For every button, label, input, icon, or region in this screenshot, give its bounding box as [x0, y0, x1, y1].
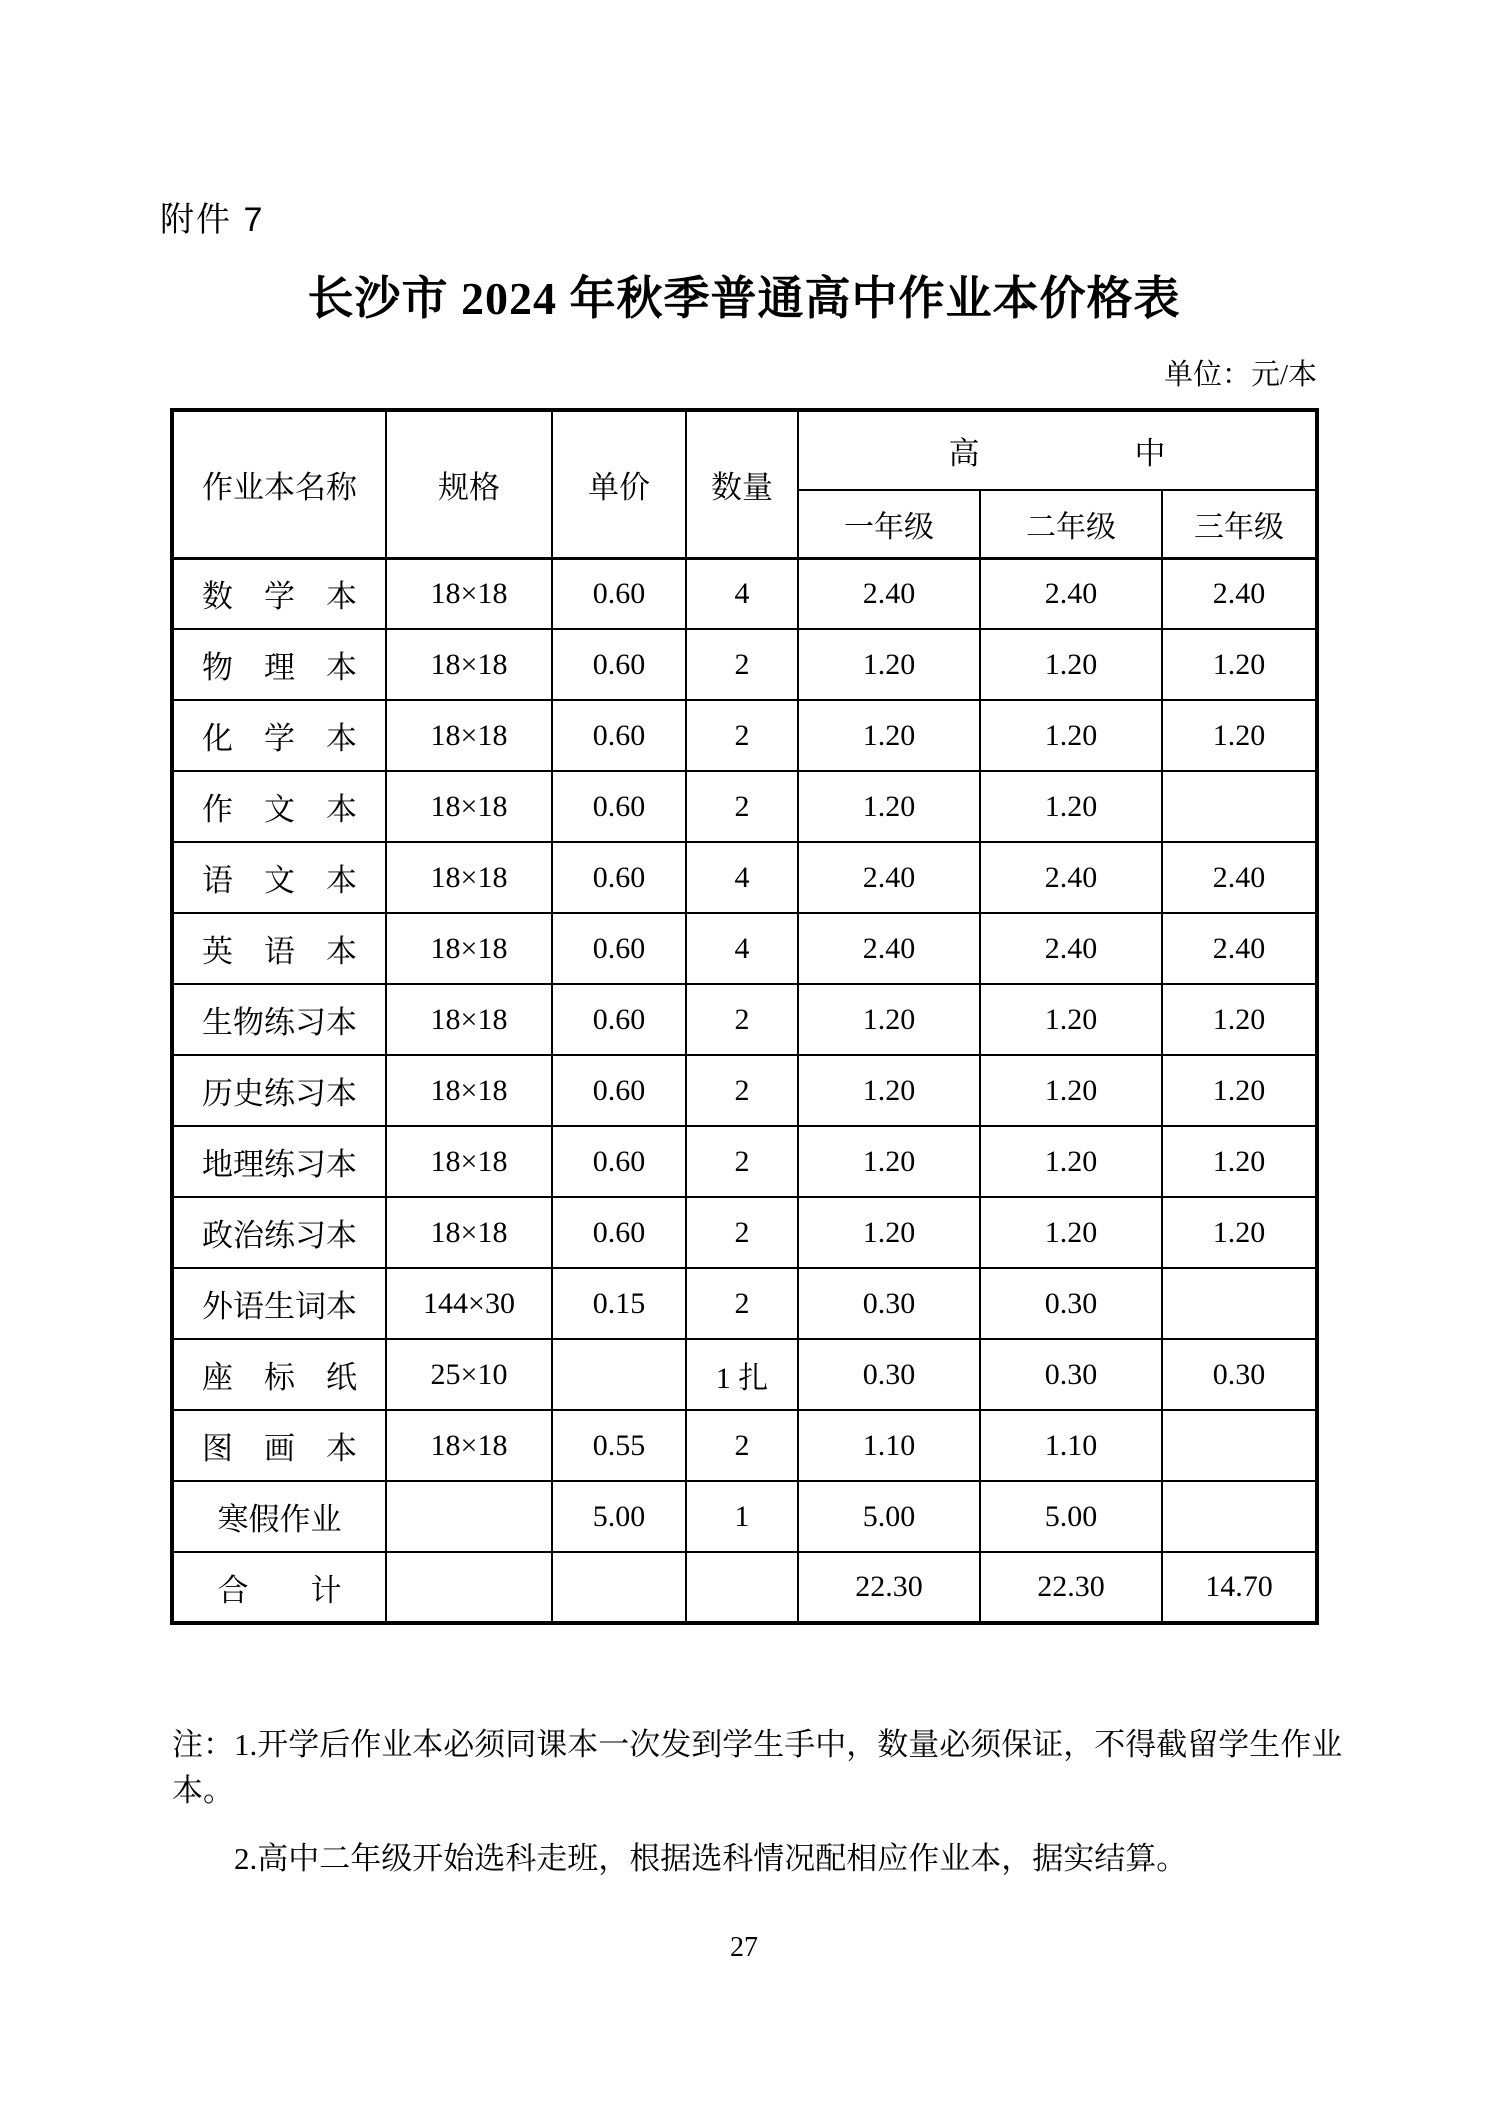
cell-qty: 4	[686, 558, 798, 629]
attachment-label: 附件 7	[160, 201, 265, 239]
cell-price: 0.60	[552, 842, 686, 913]
cell-grade2: 2.40	[980, 558, 1162, 629]
table-row	[172, 700, 1317, 771]
cell-qty: 2	[686, 700, 798, 771]
cell-price: 0.60	[552, 771, 686, 842]
header-quantity: 数量	[686, 410, 798, 558]
table-row	[172, 1197, 1317, 1268]
cell-qty: 2	[686, 629, 798, 700]
cell-grade2: 1.20	[980, 1055, 1162, 1126]
cell-price: 0.60	[552, 558, 686, 629]
note-line: 注：1.开学后作业本必须同课本一次发到学生手中，数量必须保证，不得截留学生作业本。	[172, 1727, 1343, 1808]
cell-name: 语 文 本	[172, 842, 386, 913]
header-name: 作业本名称	[172, 410, 386, 558]
cell-spec: 18×18	[386, 984, 552, 1055]
header-grade1: 一年级	[798, 490, 980, 558]
cell-price: 0.55	[552, 1410, 686, 1481]
cell-grade3: 1.20	[1162, 984, 1317, 1055]
cell-name: 历史练习本	[172, 1055, 386, 1126]
cell-spec: 18×18	[386, 842, 552, 913]
cell-spec: 18×18	[386, 558, 552, 629]
cell-price	[552, 1552, 686, 1623]
price-table	[170, 408, 1319, 1625]
table-row	[172, 1552, 1317, 1623]
cell-spec: 18×18	[386, 1197, 552, 1268]
table-row	[172, 629, 1317, 700]
cell-spec: 18×18	[386, 913, 552, 984]
cell-qty: 4	[686, 913, 798, 984]
cell-name: 地理练习本	[172, 1126, 386, 1197]
page-number: 27	[730, 1932, 758, 1963]
cell-price: 5.00	[552, 1481, 686, 1552]
cell-grade1: 2.40	[798, 913, 980, 984]
cell-price: 0.60	[552, 1055, 686, 1126]
cell-grade2: 1.20	[980, 1197, 1162, 1268]
cell-grade3: 0.30	[1162, 1339, 1317, 1410]
cell-spec: 18×18	[386, 1410, 552, 1481]
cell-spec: 144×30	[386, 1268, 552, 1339]
cell-grade3: 2.40	[1162, 842, 1317, 913]
cell-grade1: 5.00	[798, 1481, 980, 1552]
cell-name: 座 标 纸	[172, 1339, 386, 1410]
cell-spec: 18×18	[386, 1055, 552, 1126]
cell-name: 作 文 本	[172, 771, 386, 842]
table-row	[172, 1339, 1317, 1410]
cell-grade1: 22.30	[798, 1552, 980, 1623]
table-row	[172, 842, 1317, 913]
cell-grade3: 2.40	[1162, 558, 1317, 629]
cell-grade3	[1162, 1410, 1317, 1481]
cell-grade2: 0.30	[980, 1268, 1162, 1339]
cell-price: 0.15	[552, 1268, 686, 1339]
cell-grade3	[1162, 771, 1317, 842]
cell-grade2: 1.20	[980, 1126, 1162, 1197]
table-row	[172, 558, 1317, 629]
cell-name: 化 学 本	[172, 700, 386, 771]
cell-qty: 2	[686, 1197, 798, 1268]
cell-price: 0.60	[552, 1126, 686, 1197]
cell-grade2: 5.00	[980, 1481, 1162, 1552]
cell-qty: 2	[686, 1410, 798, 1481]
cell-grade3: 1.20	[1162, 629, 1317, 700]
cell-grade1: 1.20	[798, 984, 980, 1055]
cell-grade2: 1.20	[980, 629, 1162, 700]
doc-title: 长沙市 2024 年秋季普通高中作业本价格表	[307, 273, 1181, 324]
cell-grade2: 2.40	[980, 842, 1162, 913]
table-row	[172, 1410, 1317, 1481]
cell-spec: 25×10	[386, 1339, 552, 1410]
cell-spec	[386, 1481, 552, 1552]
unit-label: 单位：元/本	[1163, 359, 1317, 391]
notes	[172, 1722, 1382, 1904]
cell-grade1: 1.20	[798, 700, 980, 771]
cell-price: 0.60	[552, 984, 686, 1055]
cell-grade3: 1.20	[1162, 1197, 1317, 1268]
table-row	[172, 771, 1317, 842]
cell-grade3: 1.20	[1162, 1055, 1317, 1126]
cell-grade2: 0.30	[980, 1339, 1162, 1410]
table-row	[172, 913, 1317, 984]
cell-grade1: 1.10	[798, 1410, 980, 1481]
cell-name: 物 理 本	[172, 629, 386, 700]
cell-grade2: 1.10	[980, 1410, 1162, 1481]
cell-price	[552, 1339, 686, 1410]
cell-spec: 18×18	[386, 1126, 552, 1197]
table-row	[172, 1268, 1317, 1339]
cell-name: 数 学 本	[172, 558, 386, 629]
cell-qty	[686, 1552, 798, 1623]
note-line: 2.高中二年级开始选科走班，根据选科情况配相应作业本，据实结算。	[234, 1841, 1188, 1876]
table-body	[172, 558, 1317, 1623]
table-row	[172, 1126, 1317, 1197]
cell-grade2: 2.40	[980, 913, 1162, 984]
cell-grade3	[1162, 1481, 1317, 1552]
cell-grade2: 1.20	[980, 984, 1162, 1055]
cell-grade1: 0.30	[798, 1339, 980, 1410]
cell-name: 寒假作业	[172, 1481, 386, 1552]
cell-price: 0.60	[552, 700, 686, 771]
cell-grade2: 22.30	[980, 1552, 1162, 1623]
cell-name: 外语生词本	[172, 1268, 386, 1339]
cell-price: 0.60	[552, 913, 686, 984]
cell-grade3: 2.40	[1162, 913, 1317, 984]
cell-spec	[386, 1552, 552, 1623]
table-row	[172, 984, 1317, 1055]
cell-grade2: 1.20	[980, 771, 1162, 842]
cell-price: 0.60	[552, 629, 686, 700]
cell-grade1: 1.20	[798, 1197, 980, 1268]
cell-grade1: 0.30	[798, 1268, 980, 1339]
cell-name: 英 语 本	[172, 913, 386, 984]
cell-grade3: 14.70	[1162, 1552, 1317, 1623]
cell-name: 合 计	[172, 1552, 386, 1623]
cell-grade1: 1.20	[798, 771, 980, 842]
cell-name: 生物练习本	[172, 984, 386, 1055]
cell-grade1: 2.40	[798, 558, 980, 629]
cell-qty: 2	[686, 1126, 798, 1197]
cell-grade3	[1162, 1268, 1317, 1339]
cell-grade3: 1.20	[1162, 1126, 1317, 1197]
header-grade2: 二年级	[980, 490, 1162, 558]
header-spec: 规格	[386, 410, 552, 558]
cell-qty: 4	[686, 842, 798, 913]
cell-spec: 18×18	[386, 700, 552, 771]
cell-qty: 2	[686, 984, 798, 1055]
cell-spec: 18×18	[386, 629, 552, 700]
header-group-highschool: 高 中	[798, 410, 1317, 490]
table-row	[172, 1055, 1317, 1126]
cell-grade1: 1.20	[798, 1126, 980, 1197]
cell-grade1: 1.20	[798, 629, 980, 700]
header-unit-price: 单价	[552, 410, 686, 558]
cell-qty: 2	[686, 1268, 798, 1339]
cell-grade1: 2.40	[798, 842, 980, 913]
cell-spec: 18×18	[386, 771, 552, 842]
cell-qty: 1 扎	[686, 1339, 798, 1410]
cell-qty: 2	[686, 771, 798, 842]
cell-qty: 2	[686, 1055, 798, 1126]
cell-grade1: 1.20	[798, 1055, 980, 1126]
table-row	[172, 1481, 1317, 1552]
table-header	[172, 410, 1317, 558]
cell-grade3: 1.20	[1162, 700, 1317, 771]
cell-qty: 1	[686, 1481, 798, 1552]
cell-name: 图 画 本	[172, 1410, 386, 1481]
cell-grade2: 1.20	[980, 700, 1162, 771]
header-grade3: 三年级	[1162, 490, 1317, 558]
cell-name: 政治练习本	[172, 1197, 386, 1268]
cell-price: 0.60	[552, 1197, 686, 1268]
